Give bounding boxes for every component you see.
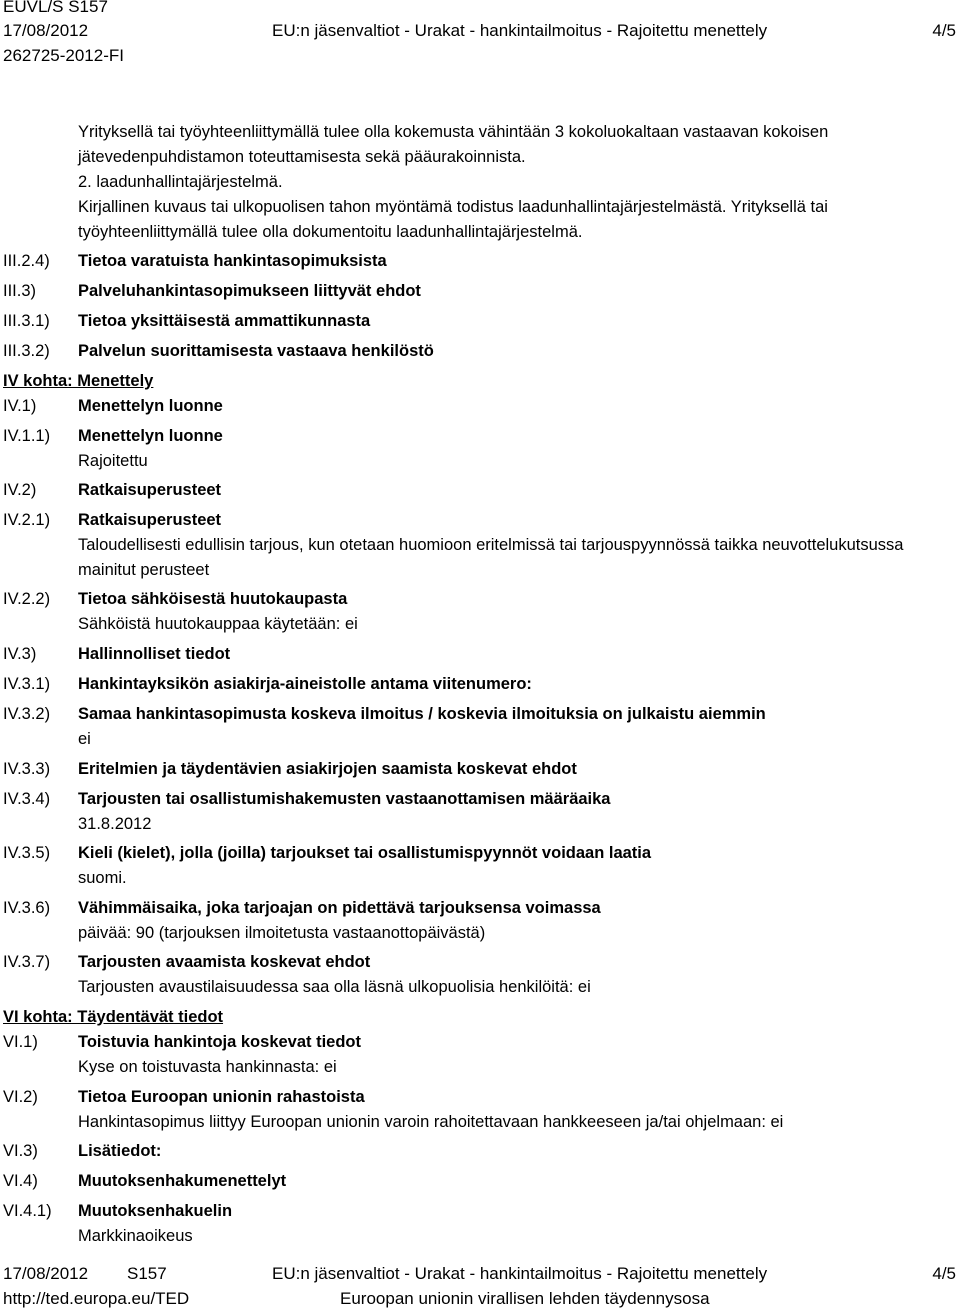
clause-heading: Vähimmäisaika, joka tarjoajan on pidettävä tarjouksensa voimassa — [78, 899, 601, 917]
header-title: EU:n jäsenvaltiot - Urakat - hankintailmoitus - Rajoitettu menettely — [272, 21, 768, 40]
clause-heading: Menettelyn luonne — [78, 427, 223, 445]
clause-heading: Kieli (kielet), jolla (joilla) tarjoukset tai osallistumispyynnöt voidaan laatia — [78, 844, 652, 862]
clause-heading: Palveluhankintasopimukseen liittyvät ehdot — [78, 282, 421, 300]
section-iv-title: IV kohta: Menettely — [3, 372, 154, 390]
intro-line: Yrityksellä tai työyhteenliittymällä tulee olla kokemusta vähintään 3 kokoluokaltaan vastaavan kokoisen jätevedenpuhdistamon toteuttamisesta sekä pääurakoinnista. — [78, 123, 829, 166]
clause-number: IV.3.5) — [3, 844, 51, 862]
clause-text: Rajoitettu — [78, 452, 148, 470]
doc-id: EUVL/S S157 — [3, 0, 108, 16]
clause-heading: Hankintayksikön asiakirja-aineistolle antama viitenumero: — [78, 675, 532, 693]
clause-text: Sähköistä huutokauppaa käytetään: ei — [78, 615, 358, 633]
clause-number: VI.4.1) — [3, 1202, 52, 1220]
clause-number: IV.1.1) — [3, 427, 51, 445]
intro-line: Kirjallinen kuvaus tai ulkopuolisen tahon myöntämä todistus laadunhallintajärjestelmästä. Yrityksellä tai työyhteenliittymällä tulee olla dokumentoitu laadunhallintajärjestelmä. — [78, 198, 828, 241]
footer-url: http://ted.europa.eu/TED — [3, 1289, 190, 1308]
clause-text: Kyse on toistuvasta hankinnasta: ei — [78, 1058, 337, 1076]
clause-number: VI.1) — [3, 1033, 38, 1051]
clause-text: Tarjousten avaustilaisuudessa saa olla läsnä ulkopuolisia henkilöitä: ei — [78, 978, 591, 996]
header-ref: 262725-2012-FI — [3, 46, 124, 65]
clause-heading: Tarjousten tai osallistumishakemusten vastaanottamisen määräaika — [78, 790, 611, 808]
footer-page: 4/5 — [932, 1264, 956, 1283]
clause-text: suomi. — [78, 869, 127, 887]
clause-heading: Toistuvia hankintoja koskevat tiedot — [78, 1033, 362, 1051]
clause-number: VI.4) — [3, 1172, 38, 1190]
clause-heading: Ratkaisuperusteet — [78, 511, 222, 529]
footer-date: 17/08/2012 — [3, 1264, 89, 1283]
clause-text: 31.8.2012 — [78, 815, 152, 833]
clause-number: IV.3.4) — [3, 790, 51, 808]
clause-number: VI.3) — [3, 1142, 38, 1160]
clause-heading: Muutoksenhakuelin — [78, 1202, 233, 1220]
header-date: 17/08/2012 — [3, 21, 89, 40]
clause-heading: Tietoa varatuista hankintasopimuksista — [78, 252, 387, 270]
clause-number: III.3) — [3, 282, 37, 300]
clause-heading: Tarjousten avaamista koskevat ehdot — [78, 953, 371, 971]
clause-number: VI.2) — [3, 1088, 38, 1106]
clause-number: IV.3.6) — [3, 899, 51, 917]
clause-number: III.3.2) — [3, 342, 50, 360]
intro-line: 2. laadunhallintajärjestelmä. — [78, 173, 283, 191]
footer-subtitle: Euroopan unionin virallisen lehden täydennysosa — [340, 1289, 710, 1308]
clause-number: IV.3.7) — [3, 953, 51, 971]
clause-number: IV.2.2) — [3, 590, 51, 608]
clause-text: Hankintasopimus liittyy Euroopan unionin varoin rahoitettavaan hankkeeseen ja/tai ohjelmaan: ei — [78, 1113, 784, 1131]
clause-heading: Tietoa yksittäisestä ammattikunnasta — [78, 312, 371, 330]
clause-number: IV.3) — [3, 645, 37, 663]
clause-heading: Muutoksenhakumenettelyt — [78, 1172, 287, 1190]
clause-number: III.2.4) — [3, 252, 50, 270]
clause-number: IV.3.3) — [3, 760, 51, 778]
clause-number: IV.3.2) — [3, 705, 51, 723]
clause-number: IV.1) — [3, 397, 37, 415]
footer-title: EU:n jäsenvaltiot - Urakat - hankintailmoitus - Rajoitettu menettely — [272, 1264, 768, 1283]
clause-text: Taloudellisesti edullisin tarjous, kun otetaan huomioon eritelmissä tai tarjouspyynnössä taikka neuvottelukutsussa mainitut perusteet — [78, 536, 904, 579]
header-page: 4/5 — [932, 21, 956, 40]
clause-text: ei — [78, 730, 91, 748]
section-vi-title: VI kohta: Täydentävät tiedot — [3, 1008, 224, 1026]
clause-number: III.3.1) — [3, 312, 50, 330]
clause-text: Markkinaoikeus — [78, 1227, 193, 1245]
clause-heading: Menettelyn luonne — [78, 397, 223, 415]
footer-series: S157 — [127, 1264, 167, 1283]
clause-heading: Lisätiedot: — [78, 1142, 162, 1160]
clause-heading: Palvelun suorittamisesta vastaava henkilöstö — [78, 342, 434, 360]
clause-number: IV.2.1) — [3, 511, 51, 529]
clause-heading: Ratkaisuperusteet — [78, 481, 222, 499]
clause-heading: Tietoa Euroopan unionin rahastoista — [78, 1088, 365, 1106]
clause-text: päivää: 90 (tarjouksen ilmoitetusta vastaanottopäivästä) — [78, 924, 486, 942]
clause-heading: Hallinnolliset tiedot — [78, 645, 231, 663]
clause-heading: Samaa hankintasopimusta koskeva ilmoitus / koskevia ilmoituksia on julkaistu aiemmin — [78, 705, 766, 723]
intro-text — [78, 120, 948, 245]
clause-number: IV.3.1) — [3, 675, 51, 693]
clause-number: IV.2) — [3, 481, 37, 499]
clause-heading: Tietoa sähköisestä huutokaupasta — [78, 590, 348, 608]
clause-heading: Eritelmien ja täydentävien asiakirjojen saamista koskevat ehdot — [78, 760, 577, 778]
